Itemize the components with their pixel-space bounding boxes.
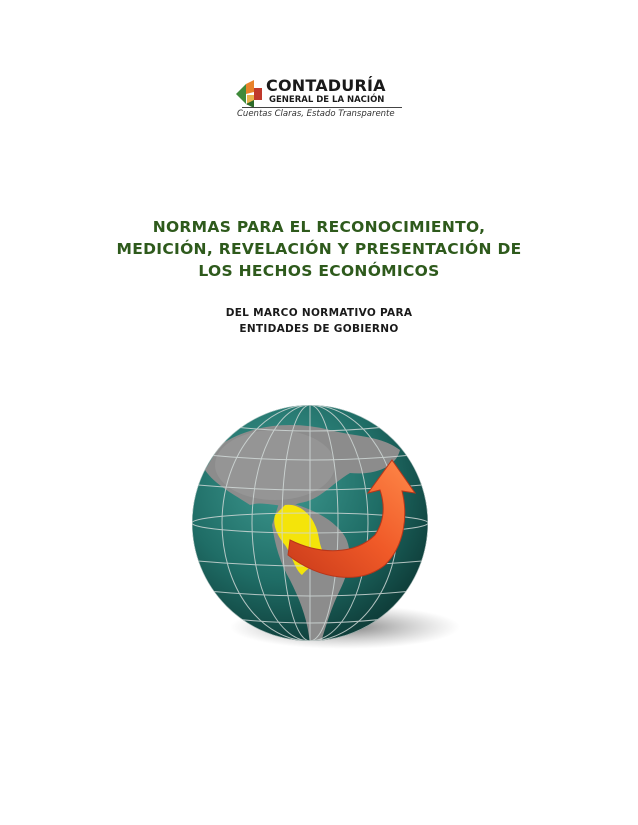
- logo-divider: [242, 107, 402, 108]
- document-title: [60, 216, 578, 282]
- subtitle-line: DEL MARCO NORMATIVO PARA: [225, 307, 413, 319]
- subtitle-line: ENTIDADES DE GOBIERNO: [239, 323, 399, 335]
- title-line: LOS HECHOS ECONÓMICOS: [198, 262, 440, 280]
- document-subtitle: [120, 305, 518, 337]
- institution-logo: [234, 76, 409, 124]
- logo-subname: GENERAL DE LA NACIÓN: [269, 95, 385, 105]
- logo-tagline: Cuentas Claras, Estado Transparente: [237, 109, 395, 119]
- globe-illustration: [180, 405, 460, 655]
- title-line: MEDICIÓN, REVELACIÓN Y PRESENTACIÓN DE: [116, 240, 522, 258]
- logo-mark-icon: [234, 78, 264, 110]
- logo-name: CONTADURÍA: [266, 76, 386, 95]
- title-line: NORMAS PARA EL RECONOCIMIENTO,: [152, 218, 486, 236]
